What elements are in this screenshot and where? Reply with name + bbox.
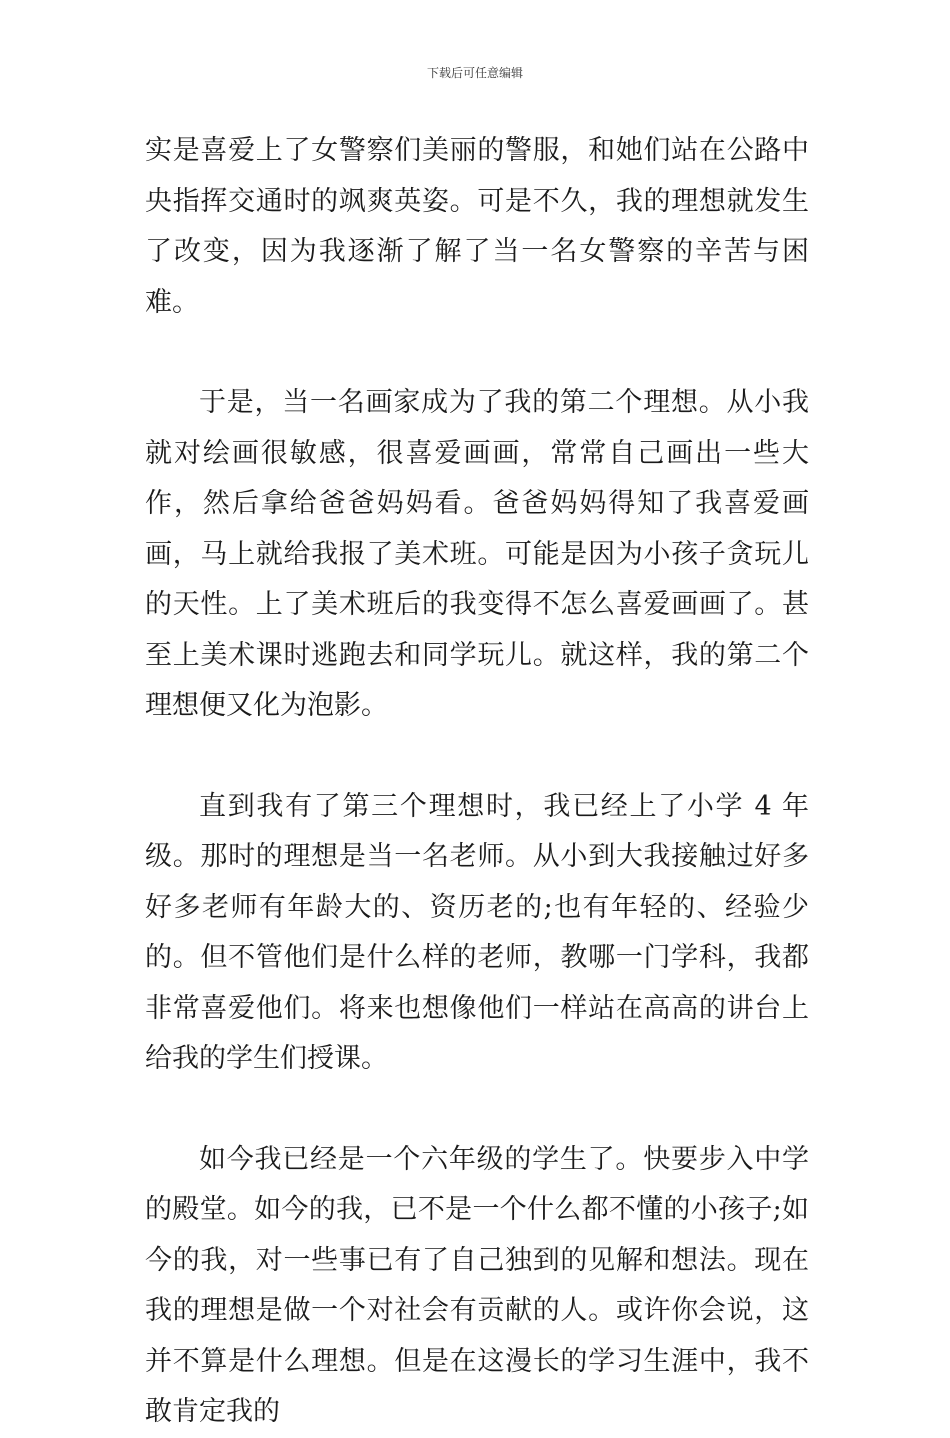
paragraph-3: 直到我有了第三个理想时，我已经上了小学 4 年级。那时的理想是当一名老师。从小到大我接触过好多好多老师有年龄大的、资历老的;也有年轻的、经验少的。但不管他们是什么样的老师，教哪一门学科，我都非常喜爱他们。将来也想像他们一样站在高高的讲台上给我的学生们授课。 xyxy=(145,790,809,1074)
document-body xyxy=(145,126,809,1438)
paragraph-1: 实是喜爱上了女警察们美丽的警服，和她们站在公路中央指挥交通时的飒爽英姿。可是不久，我的理想就发生了改变，因为我逐渐了解了当一名女警察的辛苦与困难。 xyxy=(145,135,809,318)
paragraph-2: 于是，当一名画家成为了我的第二个理想。从小我就对绘画很敏感，很喜爱画画，常常自己画出一些大作，然后拿给爸爸妈妈看。爸爸妈妈得知了我喜爱画画，马上就给我报了美术班。可能是因为小孩子贪玩儿的天性。上了美术班后的我变得不怎么喜爱画画了。甚至上美术课时逃跑去和同学玩儿。就这样，我的第二个理想便又化为泡影。 xyxy=(145,387,809,721)
paragraph-4: 如今我已经是一个六年级的学生了。快要步入中学的殿堂。如今的我，已不是一个什么都不懂的小孩子;如今的我，对一些事已有了自己独到的见解和想法。现在我的理想是做一个对社会有贡献的人。或许你会说，这并不算是什么理想。但是在这漫长的学习生涯中，我不敢肯定我的 xyxy=(145,1143,809,1427)
page-header: 下载后可任意编辑 xyxy=(426,66,523,80)
